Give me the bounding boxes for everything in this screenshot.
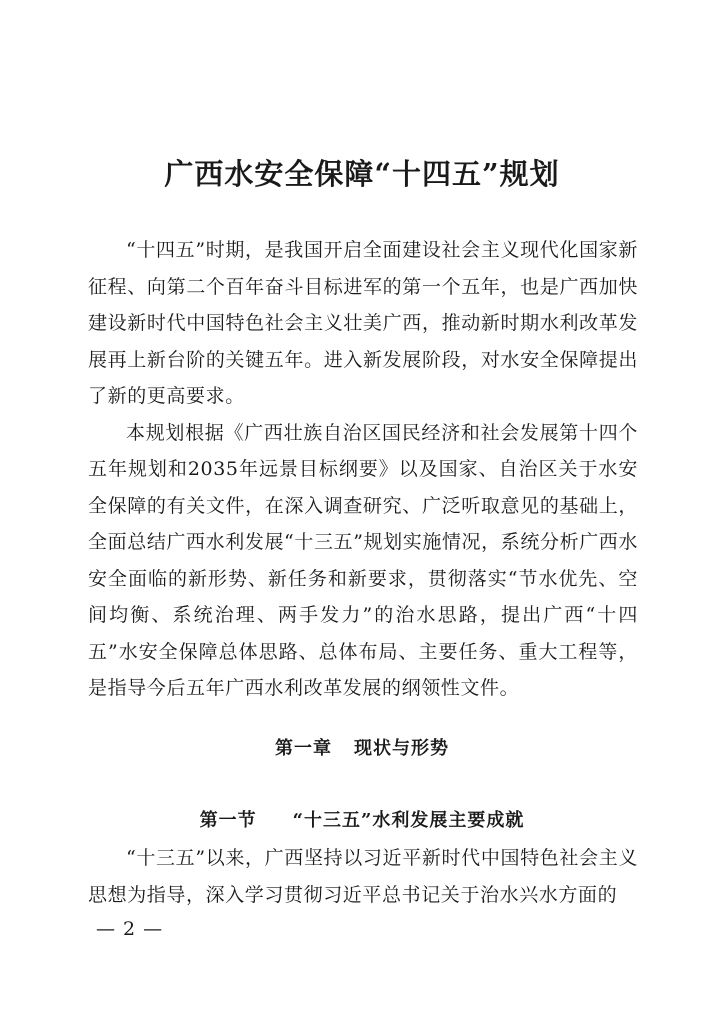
page-number: — 2 — (96, 918, 164, 940)
intro-paragraph-2: 本规划根据《广西壮族自治区国民经济和社会发展第十四个五年规划和2035年远景目标纲要》以及国家、自治区关于水安全保障的有关文件，在深入调查研究、广泛听取意见的基础上，全面总结广西水利发展“十三五”规划实施情况，系统分析广西水安全面临的新形势、新任务和新要求，贯彻落实“节水优先、空间均衡、系统治理、两手发力”的治水思路，提出广西“十四五”水安全保障总体思路、总体布局、主要任务、重大工程等，是指导今后五年广西水利改革发展的纲领性文件。 (88, 421, 638, 699)
section-heading (0, 806, 724, 832)
section-paragraph-1: “十三五”以来，广西坚持以习近平新时代中国特色社会主义思想为指导，深入学习贯彻习近平总书记关于治水兴水方面的 (88, 847, 638, 906)
section-number: 第一节 (199, 810, 257, 831)
intro-text-block (88, 232, 638, 707)
chapter-name: 现状与形势 (354, 738, 449, 759)
document-title: 广西水安全保障“十四五”规划 (164, 157, 560, 191)
chapter-number: 第一章 (275, 738, 332, 759)
chapter-heading (0, 734, 724, 760)
section-text-block (88, 840, 638, 913)
section-name: “十三五”水利发展主要成就 (292, 810, 525, 831)
intro-paragraph-1: “十四五”时期，是我国开启全面建设社会主义现代化国家新征程、向第二个百年奋斗目标进军的第一个五年，也是广西加快建设新时代中国特色社会主义壮美广西，推动新时期水利改革发展再上新台阶的关键五年。进入新发展阶段，对水安全保障提出了新的更高要求。 (88, 239, 638, 407)
